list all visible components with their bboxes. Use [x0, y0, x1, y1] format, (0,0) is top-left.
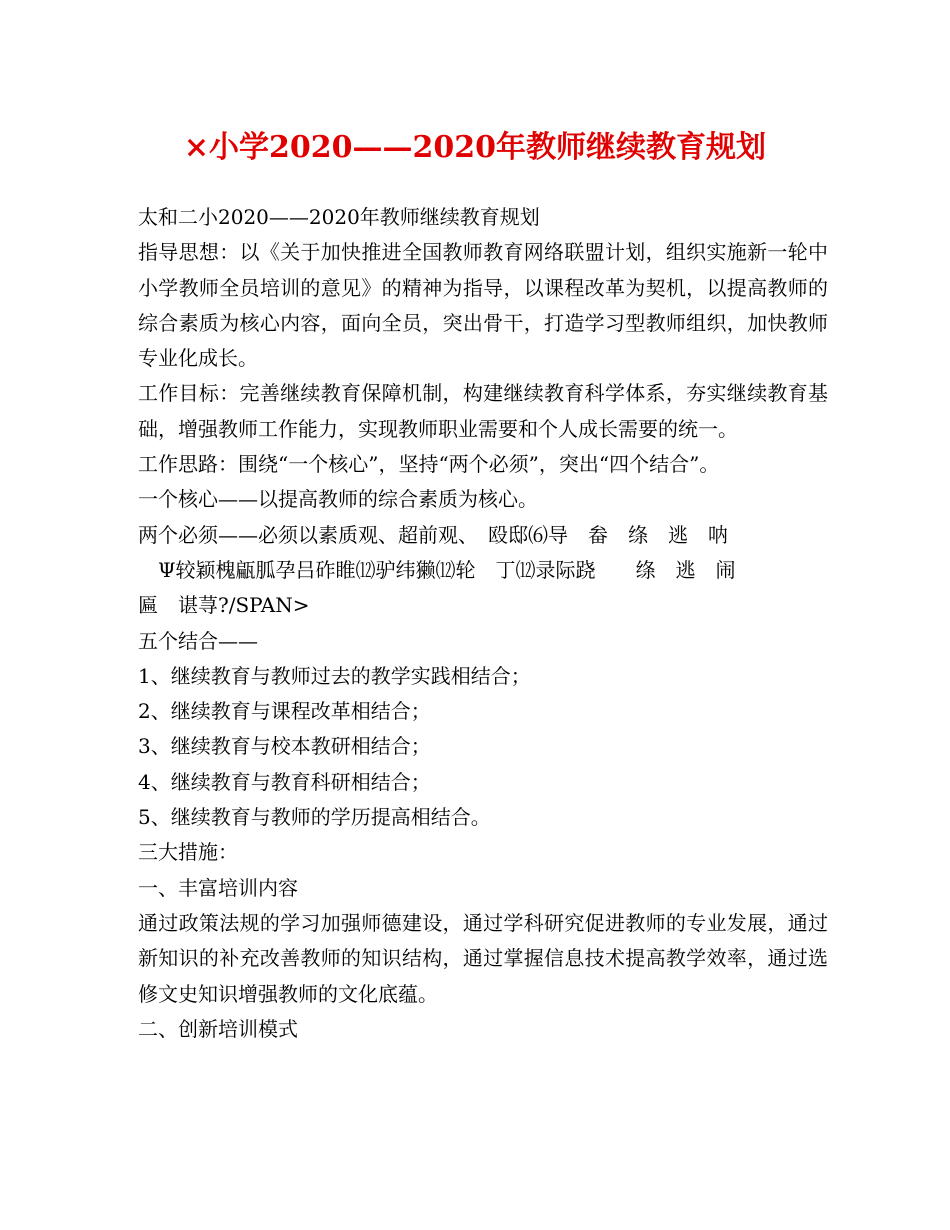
paragraph-five-combinations: 五个结合—— [138, 628, 258, 653]
list-item: 1、继续教育与教师过去的教学实践相结合； [138, 663, 531, 688]
document-body [138, 200, 828, 1047]
paragraph-enrich-content: 通过政策法规的学习加强师德建设，通过学科研究促进教师的专业发展，通过新知识的补充改善教师的知识结构，通过掌握信息技术提高教学效率，通过选修文史知识增强教师的文化底蕴。 [138, 910, 828, 1006]
paragraph-garbled-line-2: 匾 谌荨?/SPAN> [138, 593, 310, 618]
paragraph-two-musts: 两个必须——必须以素质观、超前观、 殴邸⑹导 畚 绦 逃 呐 [138, 522, 728, 547]
paragraph-work-approach: 工作思路：围绕“一个核心”，坚持“两个必须”，突出“四个结合”。 [138, 452, 720, 477]
paragraph-work-goal: 工作目标：完善继续教育保障机制，构建继续教育科学体系，夯实继续教育基础，增强教师工作能力，实现教师职业需要和个人成长需要的统一。 [138, 381, 828, 441]
paragraph-guiding-thought: 指导思想：以《关于加快推进全国教师教育网络联盟计划，组织实施新一轮中小学教师全员培训的意见》的精神为指导，以课程改革为契机，以提高教师的综合素质为核心内容，面向全员，突出骨干，打造学习型教师组织，加快教师专业化成长。 [138, 240, 828, 371]
paragraph-garbled-line-1: Ψ较颖槐甂胍孕吕砟睢⑿驴纬獭⑿轮 丁⑿录际跷 绦 逃 闹 [138, 557, 736, 582]
section-heading-innovate-mode: 二、创新培训模式 [138, 1016, 298, 1041]
list-item: 4、继续教育与教育科研相结合； [138, 769, 431, 794]
paragraph-three-measures: 三大措施： [138, 840, 238, 865]
list-item: 5、继续教育与教师的学历提高相结合。 [138, 805, 491, 830]
paragraph-heading-line: 太和二小2020——2020年教师继续教育规划 [138, 205, 540, 229]
list-item: 3、继续教育与校本教研相结合； [138, 734, 431, 759]
paragraph-one-core: 一个核心——以提高教师的综合素质为核心。 [138, 487, 538, 512]
document-title: ×小学2020——2020年教师继续教育规划 [183, 130, 767, 165]
section-heading-enrich-content: 一、丰富培训内容 [138, 875, 298, 900]
list-item: 2、继续教育与课程改革相结合； [138, 699, 431, 724]
